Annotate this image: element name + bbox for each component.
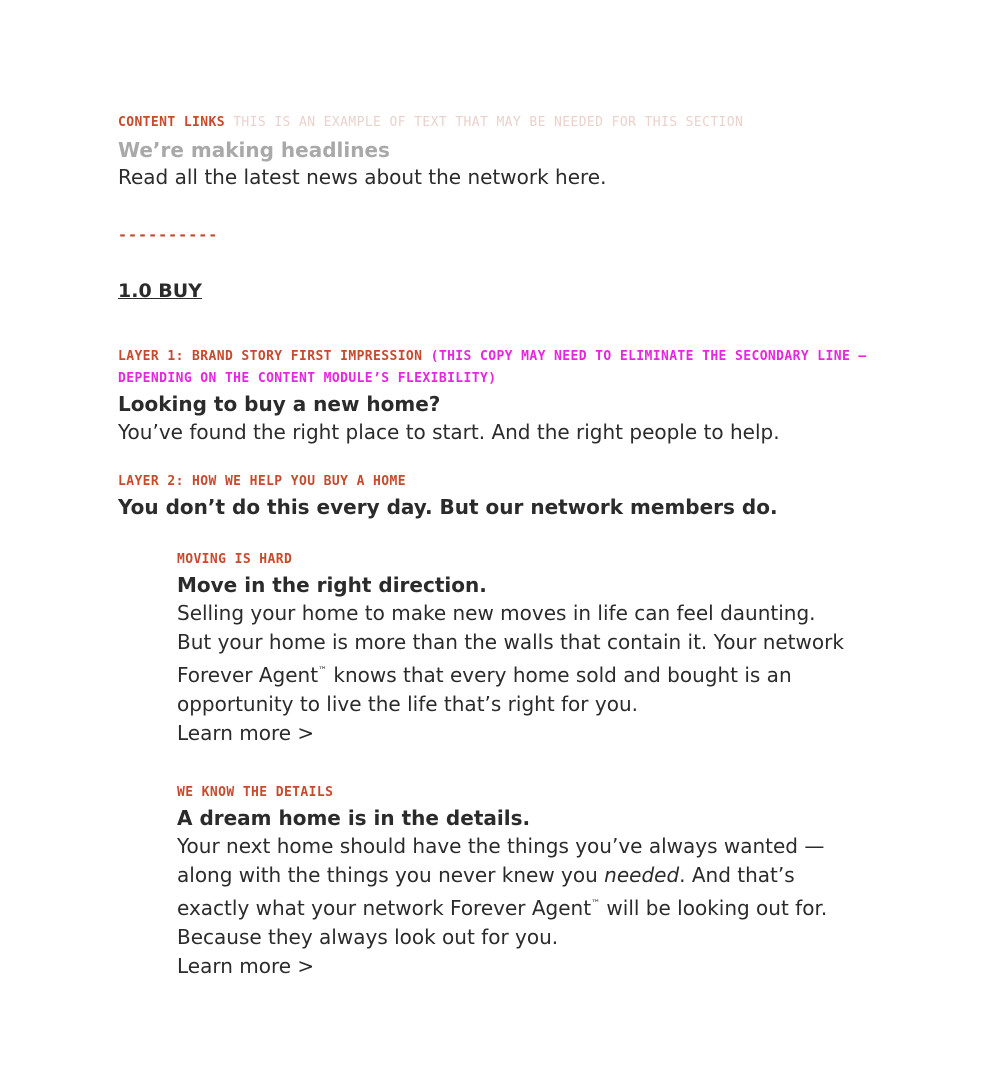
moving-heading: Move in the right direction. — [177, 573, 487, 597]
divider: ---------- — [118, 226, 219, 244]
faded-note: THIS IS AN EXAMPLE OF TEXT THAT MAY BE NEEDED FOR THIS SECTION — [233, 115, 744, 130]
layer2-heading: You don’t do this every day. But our network members do. — [118, 495, 778, 519]
moving-learn-more-link[interactable]: Learn more > — [177, 721, 315, 745]
details-line3-start: exactly what your network Forever Agent — [177, 896, 592, 920]
details-line2-end: . And that’s — [679, 863, 795, 887]
details-line3 — [177, 890, 958, 923]
moving-line1: Selling your home to make new moves in life can feel daunting. — [177, 601, 816, 625]
document-page — [118, 112, 958, 981]
moving-line3-end: knows that every home sold and bought is an — [327, 663, 792, 687]
headline: We’re making headlines — [118, 138, 390, 162]
moving-line3-start: Forever Agent — [177, 663, 319, 687]
content-links-label-row — [118, 112, 958, 134]
trademark-mark: ™ — [318, 666, 328, 676]
details-line2 — [177, 861, 958, 890]
details-line2-start: along with the things you never knew you — [177, 863, 605, 887]
layer1-label-row — [118, 346, 878, 390]
details-emphasis: needed — [604, 863, 680, 887]
details-block — [177, 782, 958, 981]
content-links-label: CONTENT LINKS — [118, 115, 225, 130]
layer1-body: You’ve found the right place to start. And the right people to help. — [118, 420, 780, 444]
layer2-block — [118, 471, 958, 521]
layer1-note: (THIS COPY MAY NEED TO ELIMINATE THE SECONDARY LINE — DEPENDING ON THE CONTENT MODULE’S FLEXIBILITY) — [118, 349, 867, 386]
headline-body: Read all the latest news about the network here. — [118, 165, 607, 189]
details-label: WE KNOW THE DETAILS — [177, 785, 334, 800]
details-learn-more-link[interactable]: Learn more > — [177, 954, 315, 978]
details-line4: Because they always look out for you. — [177, 925, 559, 949]
moving-label: MOVING IS HARD — [177, 552, 293, 567]
moving-line3 — [177, 657, 958, 690]
layer1-heading: Looking to buy a new home? — [118, 392, 441, 416]
details-heading: A dream home is in the details. — [177, 806, 531, 830]
moving-block — [177, 549, 958, 748]
layer2-label: LAYER 2: HOW WE HELP YOU BUY A HOME — [118, 474, 406, 489]
details-line3-end: will be looking out for. — [600, 896, 828, 920]
section-title: 1.0 BUY — [118, 280, 202, 302]
content-links-block — [118, 112, 958, 192]
layer1-block — [118, 346, 958, 447]
details-line1: Your next home should have the things you’ve always wanted — — [177, 834, 825, 858]
trademark-mark: ™ — [591, 899, 601, 909]
moving-line2: But your home is more than the walls that contain it. Your network — [177, 630, 844, 654]
layer1-label: LAYER 1: BRAND STORY FIRST IMPRESSION — [118, 349, 423, 364]
moving-line4: opportunity to live the life that’s right for you. — [177, 692, 638, 716]
